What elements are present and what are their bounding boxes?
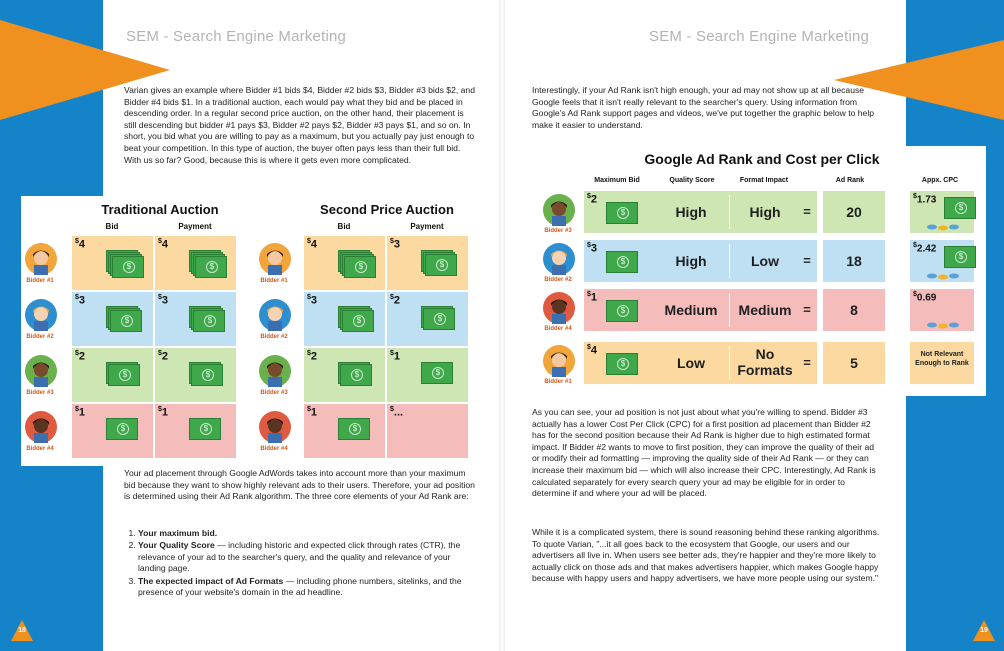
second-payment-cell: $... [387,404,468,458]
bidder-label: Bidder #4 [26,446,54,452]
column-quality-score: Quality Score [669,177,715,184]
bidder-label: Bidder #1 [544,379,572,385]
traditional-bid-cell: $4 $ $ $ $ [72,236,153,290]
equals-sign: = [803,302,811,317]
cpc-cell: $2.42 $ [910,240,974,282]
bidder-label: Bidder #4 [260,446,288,452]
auction-comparison-graphic [21,196,475,466]
bidder-avatar [24,410,58,444]
bidder-label: Bidder #1 [260,278,288,284]
equals-sign: = [803,355,811,370]
traditional-auction-title: Traditional Auction [101,202,219,217]
coins-icon [926,268,966,286]
ad-rank-row: $4 $ Low No Formats [584,342,817,384]
left-body-paragraph: Your ad placement through Google AdWords takes into account more than your maximum bid because they want to show highly relevant ads to their users. Therefore, your ad position is determined using their Ad Rank algorithm. The three core elements of your Ad Rank are: [124,468,475,502]
bidder-avatar [542,344,576,378]
column-format-impact: Format Impact [739,177,789,184]
traditional-bid-cell: $1 $ [72,404,153,458]
bidder-avatar [258,354,292,388]
bidder-avatar [24,298,58,332]
ad-rank-cell [823,191,885,233]
traditional-bid-header: Bid [105,222,119,231]
second-payment-cell: $3 $ $ $ [387,236,468,290]
list-item: 1. Your maximum bid. [138,528,476,539]
cpc-cell: $1.73 $ [910,191,974,233]
format-impact-value: High [749,204,781,220]
right-page-header: SEM - Search Engine Marketing [649,28,870,45]
ad-rank-row: $1 $ Medium Medium [584,289,817,331]
coins-icon [926,219,966,237]
second-payment-header: Payment [410,222,444,231]
bidder-avatar [24,242,58,276]
bidder-avatar [542,193,576,227]
bidder-label: Bidder #2 [260,334,288,340]
second-bid-cell: $3 $ $ $ [304,292,385,346]
traditional-bid-cell: $3 $ $ $ [72,292,153,346]
bidder-avatar [258,298,292,332]
list-item: 3. The expected impact of Ad Formats — including phone numbers, sitelinks, and the presence of your website's domain in the ad headline. [138,576,476,599]
ad-rank-cell [823,240,885,282]
quality-score-value: Low [677,355,705,371]
ad-rank-row: $3 $ High Low [584,240,817,282]
bidder-avatar [542,291,576,325]
second-price-auction-title: Second Price Auction [320,202,454,217]
cpc-value: 0.69 [916,292,937,304]
equals-sign: = [803,204,811,219]
traditional-payment-cell: $2 $ $ [155,348,236,402]
ad-rank-elements-list [124,528,476,599]
traditional-bid-cell: $2 $ $ [72,348,153,402]
quality-score-value: High [675,253,707,269]
cpc-value: Not Relevant Enough to Rank [915,351,969,367]
column-ad-rank: Ad Rank [835,177,865,184]
ad-rank-value: 8 [850,302,858,318]
second-bid-cell: $4 $ $ $ $ [304,236,385,290]
column-maximum-bid: Maximum Bid [594,177,640,184]
column-appx-cpc: Appx. CPC [921,177,959,184]
left-page-number: 18 [18,627,26,634]
right-intro-paragraph: Interestingly, if your Ad Rank isn't high enough, your ad may not show up at all because Google feels that it isn't really relevant to the searcher's query. Using information from Google's Ad Rank support pages and videos, we've put together the graphic below to help make it easier to understand. [532,85,875,130]
cpc-value: 2.42 [916,243,937,255]
book-gutter [499,0,505,651]
quality-score-value: High [675,204,707,220]
ad-rank-value: 18 [846,253,862,269]
traditional-payment-cell: $4 $ $ $ $ [155,236,236,290]
second-bid-cell: $1 $ [304,404,385,458]
ad-rank-title: Google Ad Rank and Cost per Click [644,151,880,167]
bidder-avatar [258,242,292,276]
second-payment-cell: $1 $ [387,348,468,402]
list-item: 2. Your Quality Score — including historic and expected click through rates (CTR), the relevance of your ad to the searcher's query, and the quality and relevance of your landing page. [138,540,476,574]
cpc-cell: $0.69 [910,289,974,331]
quality-score-value: Medium [664,302,718,318]
bidder-label: Bidder #1 [26,278,54,284]
second-bid-cell: $2 $ $ [304,348,385,402]
second-payment-cell: $2 $ $ [387,292,468,346]
bidder-label: Bidder #2 [26,334,54,340]
bidder-label: Bidder #3 [544,228,572,234]
bidder-avatar [542,242,576,276]
right-page-number: 19 [980,627,988,634]
format-impact-value: No Formats [737,346,793,378]
traditional-payment-header: Payment [178,222,212,231]
bidder-label: Bidder #2 [544,277,572,283]
left-intro-paragraph: Varian gives an example where Bidder #1 bids $4, Bidder #2 bids $3, Bidder #3 bids $2, and Bidder #4 bids $1. In a traditional auction, each would pay what they bid and be placed in descending order. In a regular second price auction, on the other hand, their placement is still descending but bidder #1 pays $3, Bidder #2 pays $2, Bidder #3 pays $1, and so on. In short, you bid what you are willing to pay as a maximum, but you actually pay just enough to beat your competition. In this type of auction, the buyer often pays less than their full bid. With us so far? Good, because this is where it gets even more complicated. [124,85,475,165]
bidder-avatar [258,410,292,444]
right-body-paragraph-1: As you can see, your ad position is not just about what you're willing to spend. Bidder #3 actually has a lower Cost Per Click (CPC) for a first position ad placement than Bidder #2 has for the second position because their Ad Rank is higher due to high estimated format impact. If Bidder #2 wants to move to first position, they can improve the quality of their ad or modify their ad formatting — improving the quality side of their Ad Rank — or they can increase their maximum bid — which will also increase their CPC. Interestingly, Ad Rank is calculated separately for every search query your ad may be eligible for in order to determine if and where your ad will be placed. [532,407,876,499]
right-body-paragraph-2: While it is a complicated system, there is sound reasoning behind these ranking algorithms. To quote Varian, "...it all goes back to the ecosystem that Google, our users and our advertisers all live in. When users see better ads, they're happier and they're more likely to actually click on those ads and that makes advertisers happier, which makes Google happy because with happy users and happy advertisers, we have more people using our system." [532,527,880,584]
ad-rank-cell [823,342,885,384]
coins-icon [926,317,966,335]
ad-rank-value: 20 [846,204,862,220]
equals-sign: = [803,253,811,268]
right-page-number-badge [972,619,996,643]
ad-rank-graphic [532,146,986,396]
bidder-label: Bidder #3 [260,390,288,396]
format-impact-value: Low [751,253,779,269]
ad-rank-value: 5 [850,355,858,371]
traditional-payment-cell: $3 $ $ $ [155,292,236,346]
second-bid-header: Bid [337,222,351,231]
left-page-header: SEM - Search Engine Marketing [126,28,347,45]
ad-rank-row: $2 $ High High [584,191,817,233]
ad-rank-cell [823,289,885,331]
bidder-label: Bidder #4 [544,326,572,332]
bidder-label: Bidder #3 [26,390,54,396]
format-impact-value: Medium [738,302,792,318]
cpc-value: 1.73 [916,194,937,206]
traditional-payment-cell: $1 $ [155,404,236,458]
left-page-number-badge [10,619,34,643]
cpc-cell [910,342,974,384]
bidder-avatar [24,354,58,388]
